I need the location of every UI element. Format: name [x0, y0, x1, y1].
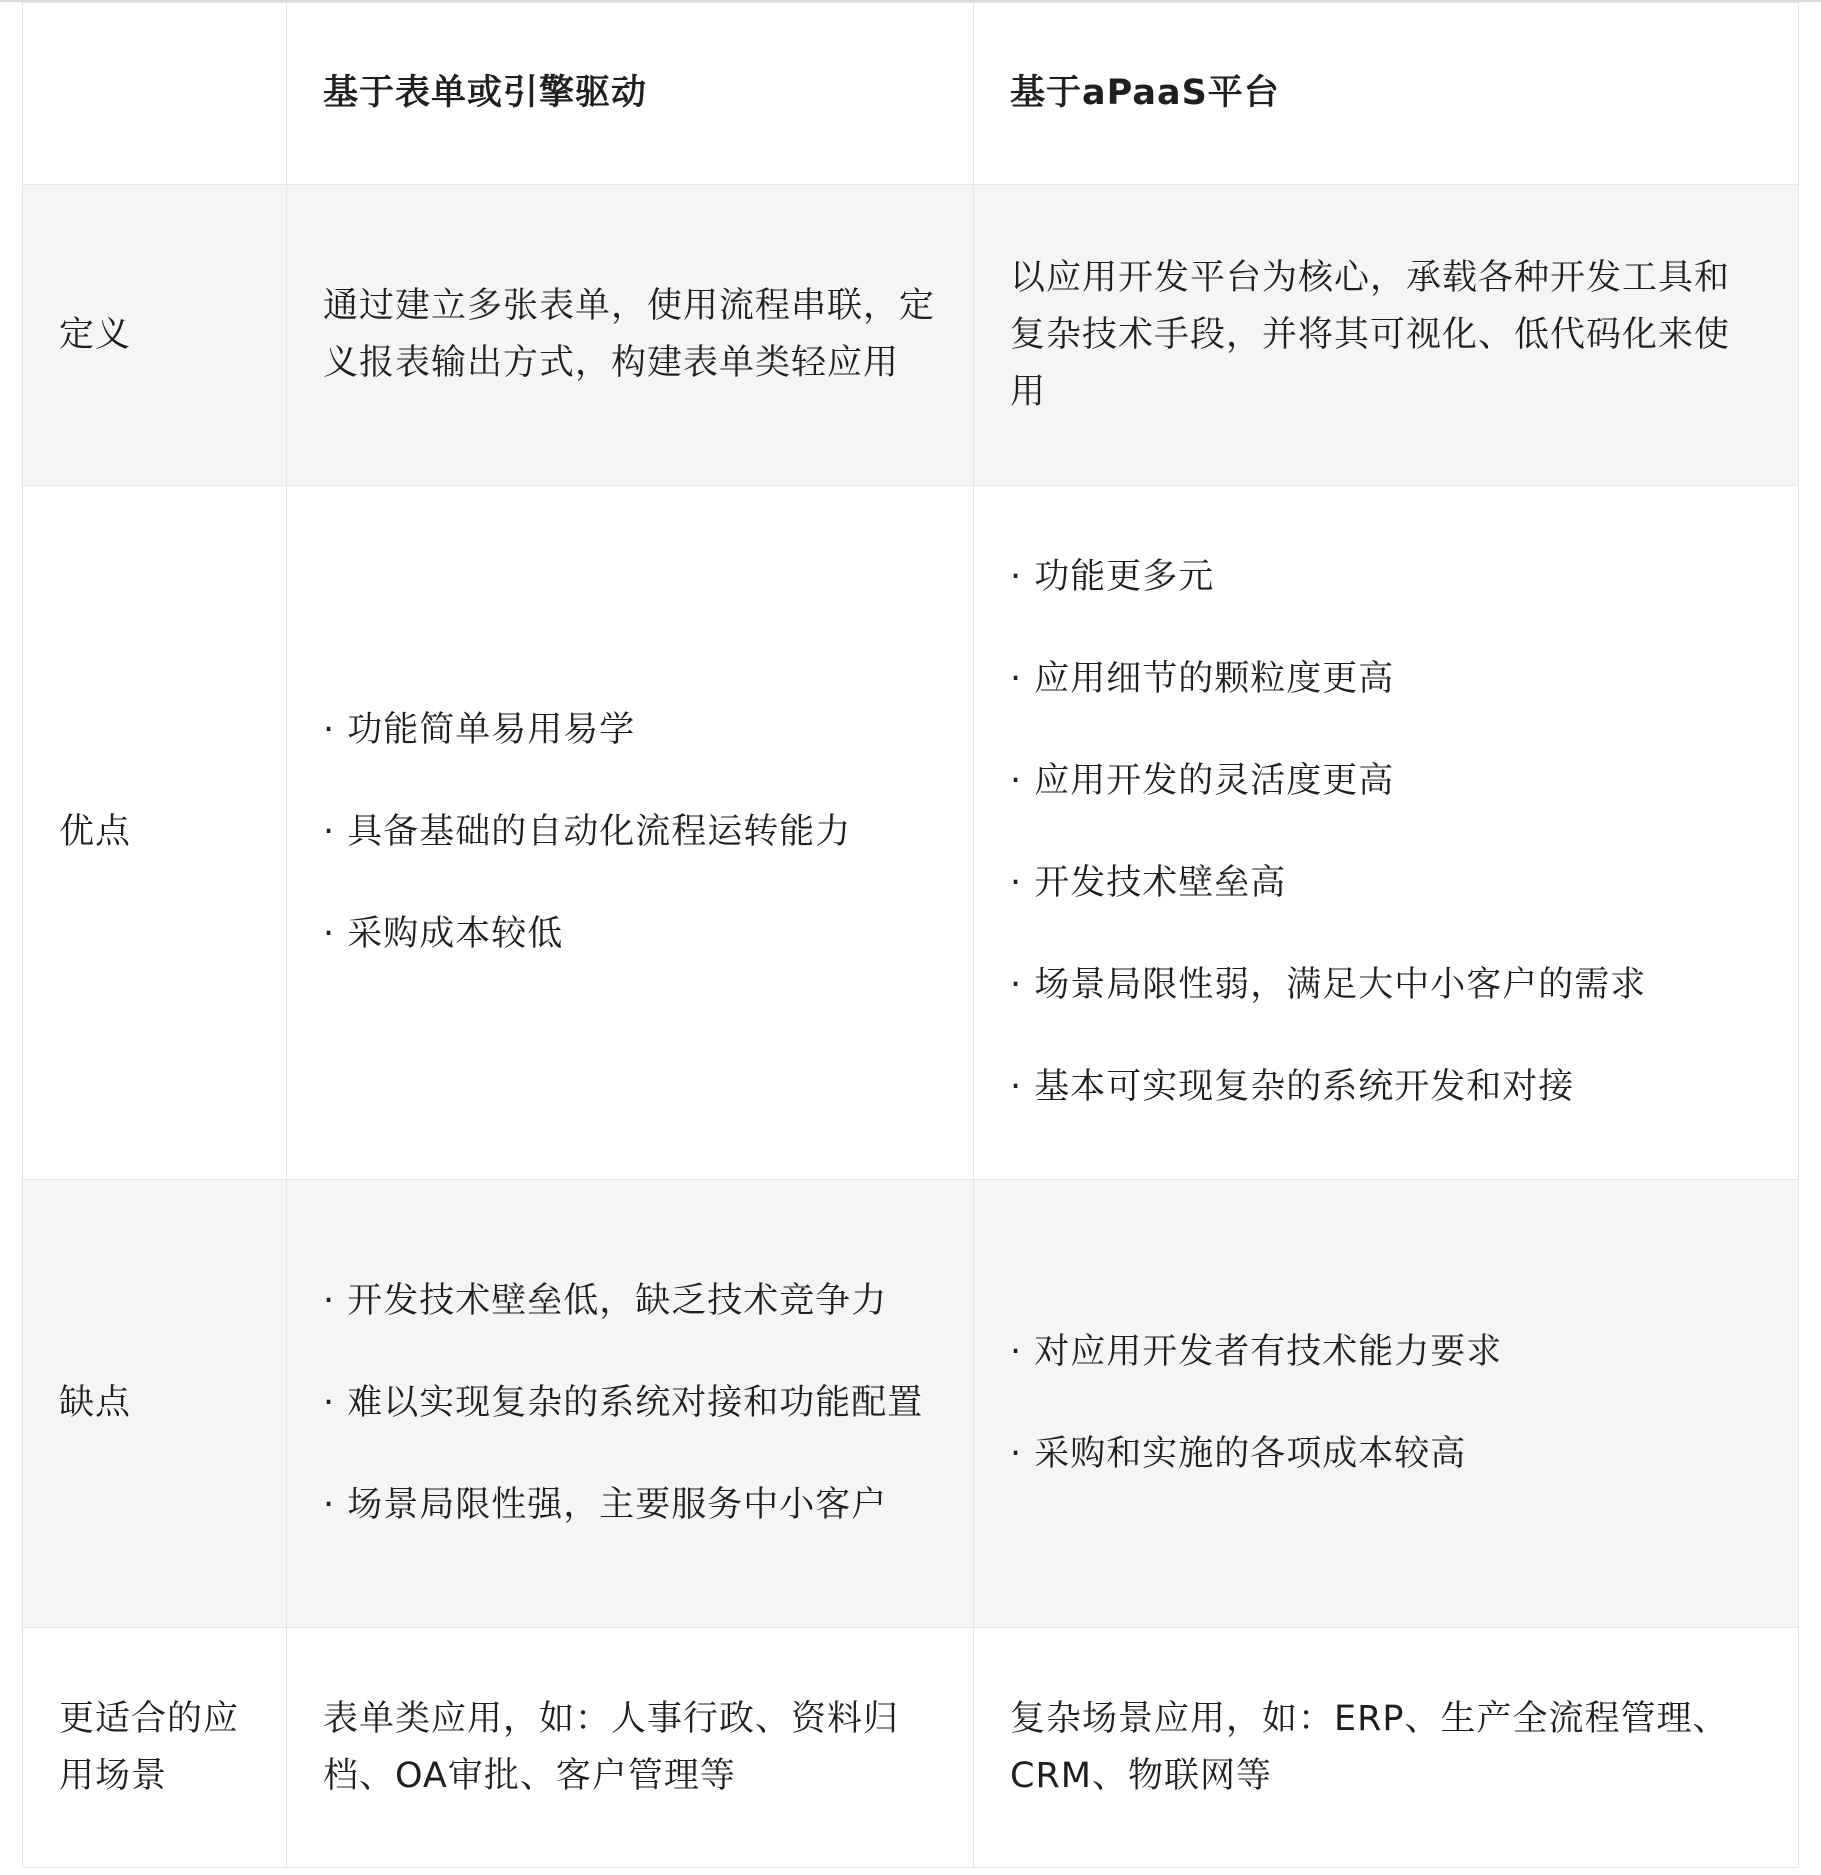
list-item: · 对应用开发者有技术能力要求: [1010, 1332, 1503, 1372]
row-label-definition: 定义: [23, 185, 287, 486]
pros-form-engine-list: [323, 702, 937, 963]
table-header-row: [23, 3, 1799, 185]
table-row-scenarios: [23, 1628, 1799, 1868]
list-item: · 功能简单易用易学: [323, 710, 636, 750]
pros-apaas: [974, 486, 1799, 1180]
list-item: · 采购成本较低: [323, 914, 564, 954]
list-item: · 场景局限性强，主要服务中小客户: [323, 1485, 888, 1525]
list-item: · 难以实现复杂的系统对接和功能配置: [323, 1383, 924, 1423]
list-item: · 场景局限性弱，满足大中小客户的需求: [1010, 965, 1647, 1005]
scenarios-form-engine: 表单类应用，如：人事行政、资料归档、OA审批、客户管理等: [287, 1628, 974, 1868]
list-item: · 开发技术壁垒低，缺乏技术竞争力: [323, 1281, 888, 1321]
cons-form-engine: [287, 1180, 974, 1628]
list-item: · 功能更多元: [1010, 557, 1215, 597]
header-form-engine-label: 基于表单或引擎驱动: [323, 73, 648, 113]
table-row-definition: [23, 185, 1799, 486]
header-cell-apaas: [974, 3, 1799, 185]
row-label-scenarios: 更适合的应用场景: [23, 1628, 287, 1868]
cons-form-engine-list: [323, 1273, 937, 1534]
row-label-cons: 缺点: [23, 1180, 287, 1628]
pros-form-engine: [287, 486, 974, 1180]
table-row-cons: [23, 1180, 1799, 1628]
table-row-pros: [23, 486, 1799, 1180]
definition-apaas: 以应用开发平台为核心，承载各种开发工具和复杂技术手段，并将其可视化、低代码化来使用: [974, 185, 1799, 486]
pros-apaas-list: [1010, 549, 1762, 1116]
list-item: · 开发技术壁垒高: [1010, 863, 1287, 903]
row-label-pros: 优点: [23, 486, 287, 1180]
list-item: · 采购和实施的各项成本较高: [1010, 1434, 1467, 1474]
header-cell-empty: [23, 3, 287, 185]
list-item: · 基本可实现复杂的系统开发和对接: [1010, 1067, 1575, 1107]
cons-apaas-list: [1010, 1324, 1762, 1483]
header-apaas-label: 基于aPaaS平台: [1010, 73, 1280, 113]
list-item: · 具备基础的自动化流程运转能力: [323, 812, 852, 852]
definition-form-engine: 通过建立多张表单，使用流程串联，定义报表输出方式，构建表单类轻应用: [287, 185, 974, 486]
list-item: · 应用细节的颗粒度更高: [1010, 659, 1395, 699]
header-cell-form-engine: [287, 3, 974, 185]
list-item: · 应用开发的灵活度更高: [1010, 761, 1395, 801]
scenarios-apaas: 复杂场景应用，如：ERP、生产全流程管理、CRM、物联网等: [974, 1628, 1799, 1868]
cons-apaas: [974, 1180, 1799, 1628]
comparison-table: [22, 2, 1799, 1868]
